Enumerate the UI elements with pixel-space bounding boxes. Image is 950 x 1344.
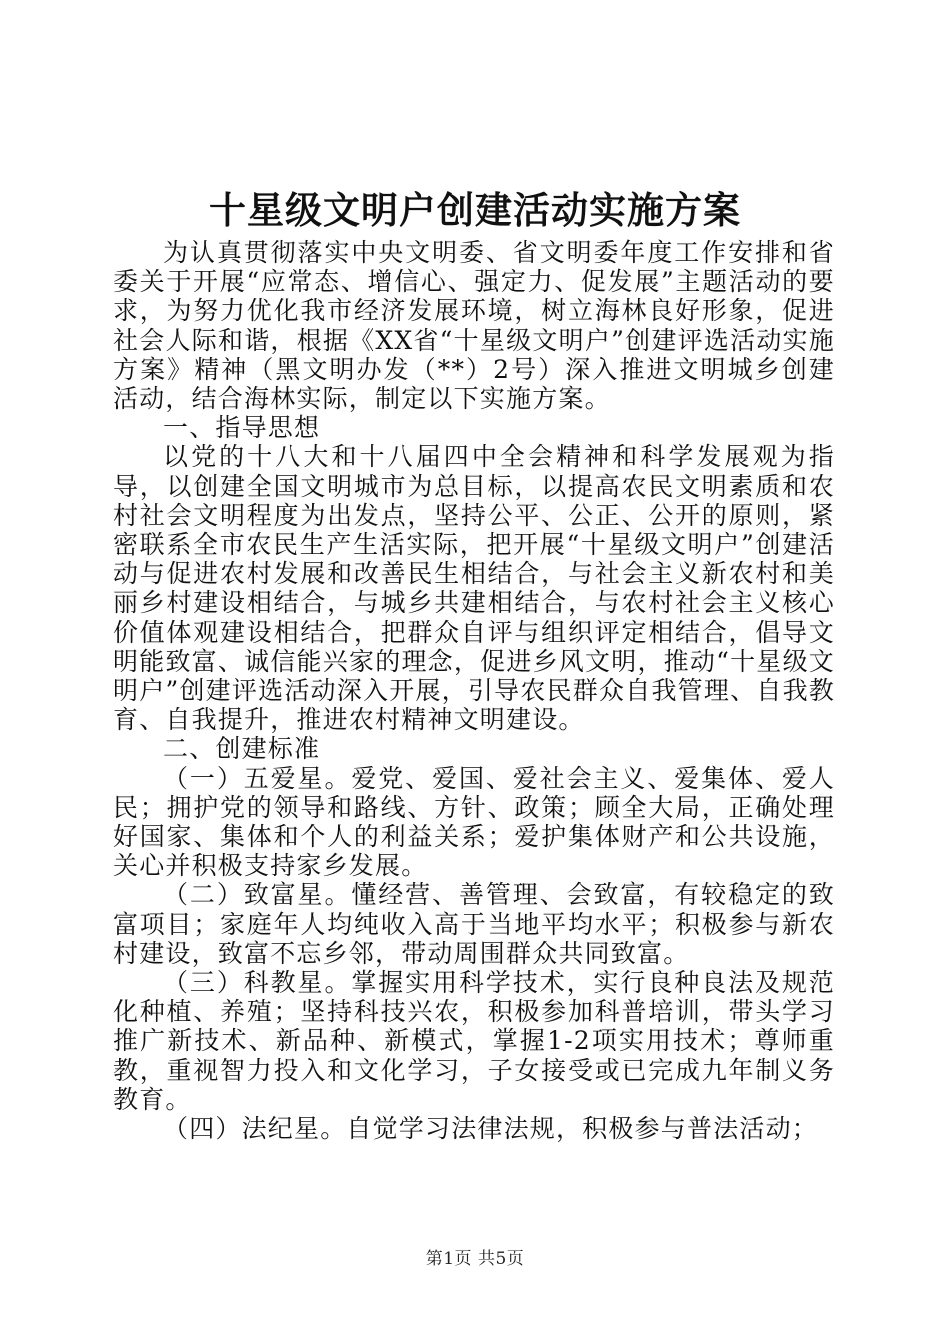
document-body (113, 238, 835, 1143)
intro-paragraph: 为认真贯彻落实中央文明委、省文明委年度工作安排和省委关于开展“应常态、增信心、强定力、促发展”主题活动的要求，为努力优化我市经济发展环境，树立海林良好形象，促进社会人际和谐，根据《XX省“十星级文明户”创建评选活动实施方案》精神（黑文明办发（**）2号）深入推进文明城乡创建活动，结合海林实际，制定以下实施方案。 (113, 238, 835, 414)
section-heading-guiding-thought: 一、指导思想 (163, 413, 321, 443)
standard-science-education: （三）科教星。掌握实用科学技术，实行良种良法及规范化种植、养殖；坚持科技兴农，积极参加科普培训，带头学习推广新技术、新品种、新模式，掌握1-2项实用技术；尊师重教，重视智力投入和文化学习，子女接受或已完成九年制义务教育。 (113, 968, 835, 1114)
page-footer: 第1页 共5页 (425, 1249, 525, 1269)
standard-prosperity: （二）致富星。懂经营、善管理、会致富，有较稳定的致富项目；家庭年人均纯收入高于当地平均水平；积极参与新农村建设，致富不忘乡邻，带动周围群众共同致富。 (113, 880, 835, 968)
document-title: 十星级文明户创建活动实施方案 (209, 188, 741, 232)
guiding-thought-paragraph: 以党的十八大和十八届四中全会精神和科学发展观为指导，以创建全国文明城市为总目标，以提高农民文明素质和农村社会文明程度为出发点，坚持公平、公正、公开的原则，紧密联系全市农民生产生活实际，把开展“十星级文明户”创建活动与促进农村发展和改善民生相结合，与社会主义新农村和美丽乡村建设相结合，与城乡共建相结合，与农村社会主义核心价值体观建设相结合，把群众自评与组织评定相结合，倡导文明能致富、诚信能兴家的理念，促进乡风文明，推动“十星级文明户”创建评选活动深入开展，引导农民群众自我管理、自我教育、自我提升，推进农村精神文明建设。 (113, 442, 835, 735)
section-heading-standards: 二、创建标准 (163, 734, 321, 764)
standard-five-loves: （一）五爱星。爱党、爱国、爱社会主义、爱集体、爱人民；拥护党的领导和路线、方针、政策；顾全大局，正确处理好国家、集体和个人的利益关系；爱护集体财产和公共设施，关心并积极支持家乡发展。 (113, 763, 835, 881)
standard-law-discipline: （四）法纪星。自觉学习法律法规，积极参与普法活动； (163, 1114, 819, 1144)
